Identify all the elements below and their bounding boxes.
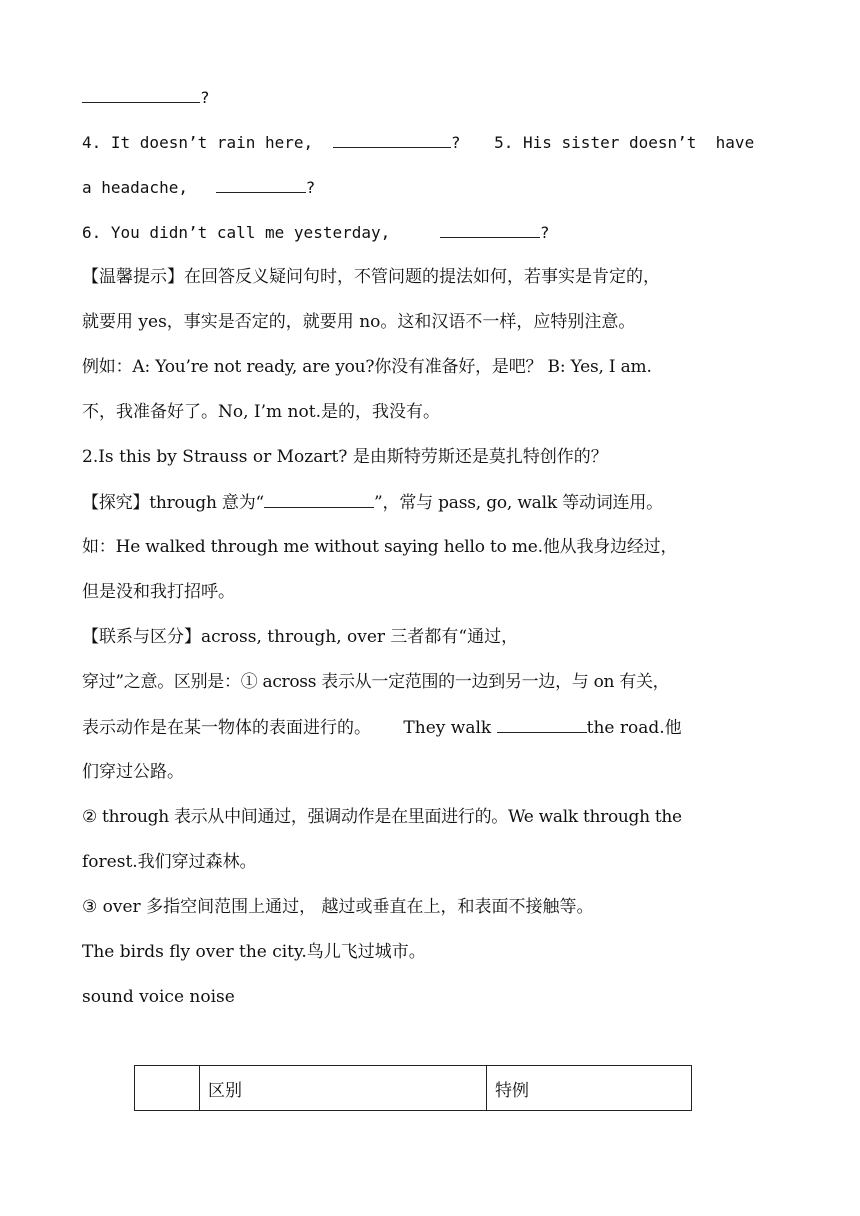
table-header-cell [135, 1066, 200, 1111]
over-example: The birds fly over the city.鸟儿飞过城市。 [82, 942, 426, 962]
across-text: 表示动作是在某一物体的表面进行的。 They walk [82, 718, 497, 738]
through-example: forest.我们穿过森林。 [82, 852, 257, 872]
across-example: the road.他 [586, 718, 682, 738]
answer-blank[interactable] [216, 176, 306, 193]
question-5-cont: a headache, [82, 178, 188, 197]
explore-prefix: 【探究】through 意为“ [82, 493, 265, 513]
table-header-cell: 特例 [487, 1066, 692, 1111]
question-6: 6. You didn’t call me yesterday, [82, 223, 391, 242]
line-4 [82, 221, 782, 244]
table-header-cell: 区别 [200, 1066, 487, 1111]
explore-line [82, 491, 782, 514]
explore-example: 如：He walked through me without saying hello to me.他从我身边经过， [82, 537, 678, 557]
question-4: 4. It doesn’t rain here, [82, 133, 314, 152]
table-row [135, 1066, 692, 1111]
answer-blank[interactable] [264, 491, 374, 508]
answer-blank[interactable] [497, 716, 587, 733]
line-1 [82, 86, 782, 109]
answer-blank[interactable] [333, 131, 451, 148]
question-mark: ? [539, 223, 550, 242]
comparison-table [134, 1065, 692, 1111]
explore-example-cont: 但是没和我打招呼。 [82, 582, 235, 602]
compare-across: 穿过”之意。区别是：① across 表示从一定范围的一边到另一边，与 on 有关， [82, 672, 670, 692]
word-group: sound voice noise [82, 987, 235, 1007]
explore-suffix: ”，常与 pass, go, walk 等动词连用。 [374, 493, 663, 513]
compare-over: ③ over 多指空间范围上通过， 越过或垂直在上，和表面不接触等。 [82, 897, 594, 917]
example-translation: 不，我准备好了。No, I’m not.是的，我没有。 [82, 402, 440, 422]
tip-heading: 【温馨提示】在回答反义疑问句时，不管问题的提法如何，若事实是肯定的， [82, 267, 660, 287]
item-2-question: 2.Is this by Strauss or Mozart? 是由斯特劳斯还是莫扎特创作的？ [82, 447, 608, 467]
compare-heading: 【联系与区分】across, through, over 三者都有“通过， [82, 627, 519, 647]
question-mark: ? [200, 88, 210, 107]
question-mark: ? [450, 133, 461, 152]
line-2 [82, 131, 782, 154]
question-5: 5. His sister doesn’t have [494, 133, 755, 152]
answer-blank[interactable] [82, 86, 200, 103]
tip-text: 就要用 yes，事实是否定的，就要用 no。这和汉语不一样，应特别注意。 [82, 312, 636, 332]
across-translation: 们穿过公路。 [82, 762, 184, 782]
compare-through: ② through 表示从中间通过，强调动作是在里面进行的。We walk through the [82, 807, 682, 827]
example-line: 例如：A: You’re not ready, are you?你没有准备好，是吧？ B: Yes, I am. [82, 357, 652, 377]
compare-across-cont [82, 716, 782, 739]
answer-blank[interactable] [440, 221, 540, 238]
line-3 [82, 176, 782, 199]
question-mark: ? [305, 178, 316, 197]
